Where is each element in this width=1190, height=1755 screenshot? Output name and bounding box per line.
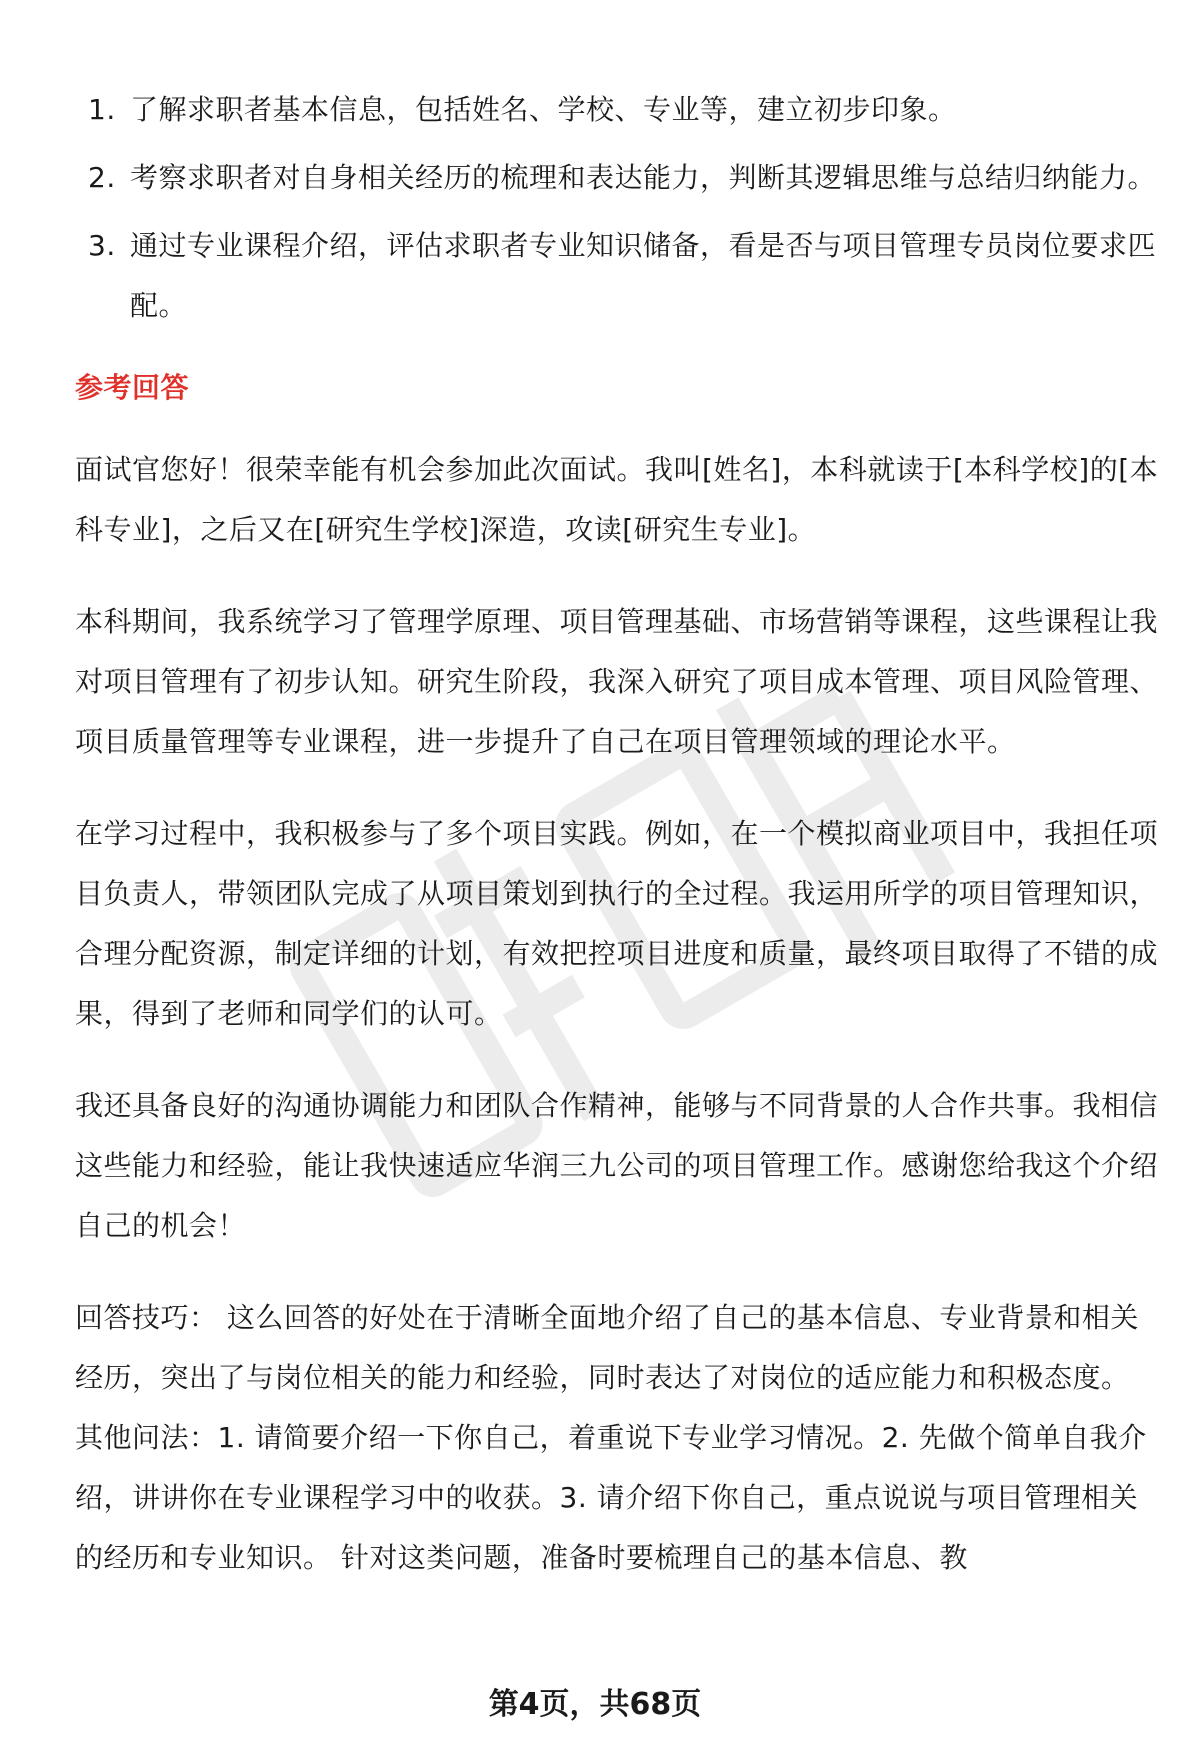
list-item-text: 考察求职者对自身相关经历的梳理和表达能力，判断其逻辑思维与总结归纳能力。 — [130, 161, 1157, 194]
list-item — [75, 80, 1165, 140]
list-item-text: 通过专业课程介绍，评估求职者专业知识储备，看是否与项目管理专员岗位要求匹配。 — [130, 229, 1157, 322]
page-content — [75, 80, 1165, 1620]
answer-paragraph-practice: 在学习过程中，我积极参与了多个项目实践。例如，在一个模拟商业项目中，我担任项目负责人，带领团队完成了从项目策划到执行的全过程。我运用所学的项目管理知识，合理分配资源，制定详细的计划，有效把控项目进度和质量，最终项目取得了不错的成果，得到了老师和同学们的认可。 — [75, 817, 1159, 1030]
answer-tips-paragraph: 回答技巧： 这么回答的好处在于清晰全面地介绍了自己的基本信息、专业背景和相关经历，突出了与岗位相关的能力和经验，同时表达了对岗位的适应能力和积极态度。 其他问法：1. 请简要介绍一下你自己，着重说下专业学习情况。2. 先做个简单自我介绍，讲讲你在专业课程学习中的收获。3. 请介绍下你自己，重点说说与项目管理相关的经历和专业知识。 针对这类问题，准备时要梳理自己的基本信息、教 — [75, 1301, 1147, 1574]
answer-paragraph-coursework: 本科期间，我系统学习了管理学原理、项目管理基础、市场营销等课程，这些课程让我对项目管理有了初步认知。研究生阶段，我深入研究了项目成本管理、项目风险管理、项目质量管理等专业课程，进一步提升了自己在项目管理领域的理论水平。 — [75, 605, 1159, 758]
list-item-number: 2. — [88, 161, 116, 194]
reference-answer-heading: 参考回答 — [75, 371, 190, 404]
answer-paragraph-intro: 面试官您好！很荣幸能有机会参加此次面试。我叫[姓名]，本科就读于[本科学校]的[本科专业]，之后又在[研究生学校]深造，攻读[研究生专业]。 — [75, 453, 1159, 546]
answer-paragraph-closing: 我还具备良好的沟通协调能力和团队合作精神，能够与不同背景的人合作共事。我相信这些能力和经验，能让我快速适应华润三九公司的项目管理工作。感谢您给我这个介绍自己的机会！ — [75, 1089, 1159, 1242]
list-item-number: 3. — [88, 229, 116, 262]
list-item — [75, 148, 1165, 208]
intent-list — [75, 80, 1165, 336]
list-item-text: 了解求职者基本信息，包括姓名、学校、专业等，建立初步印象。 — [130, 93, 957, 126]
list-item-number: 1. — [88, 93, 116, 126]
list-item — [75, 216, 1165, 336]
page-number-footer: 第4页，共68页 — [488, 1687, 702, 1722]
